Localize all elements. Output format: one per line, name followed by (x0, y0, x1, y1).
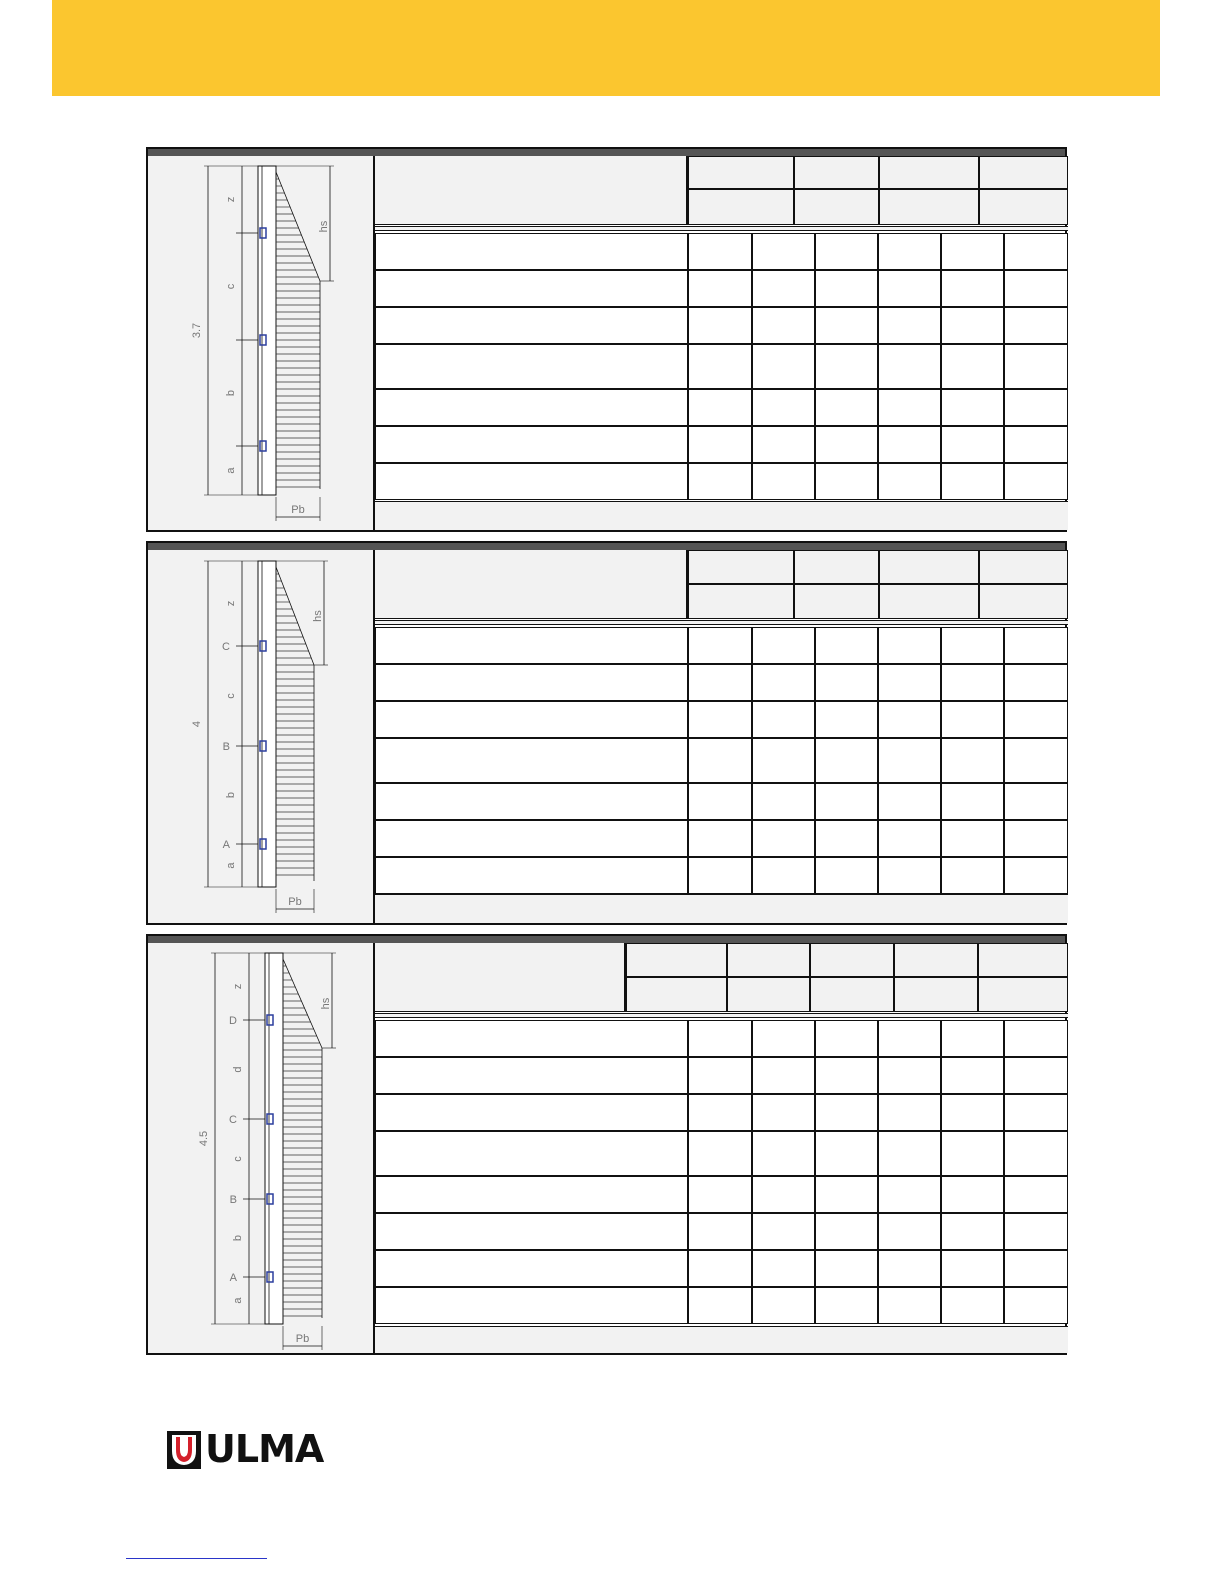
table-cell (752, 783, 815, 820)
table-cell (1004, 783, 1068, 820)
table-row-label (375, 307, 688, 344)
table-cell (941, 307, 1004, 344)
ulma-logo (167, 1427, 327, 1471)
table-cell (1004, 1094, 1068, 1131)
table-cell (688, 627, 752, 664)
table-row-label (375, 233, 688, 270)
table-footer (375, 1326, 1068, 1353)
table-row-label (375, 738, 688, 783)
table-cell (815, 426, 878, 463)
table-cell (752, 627, 815, 664)
table-cell (815, 307, 878, 344)
table-cell (878, 1020, 941, 1057)
segment-label: b (225, 389, 237, 397)
table-cell (878, 627, 941, 664)
table-cell (941, 857, 1004, 894)
table-cell (1004, 1176, 1068, 1213)
table-cell (752, 1250, 815, 1287)
header-cell (688, 156, 794, 189)
table-cell (752, 820, 815, 857)
header-cell (794, 550, 879, 584)
header-cell (626, 943, 727, 977)
table-cell (941, 463, 1004, 500)
table-separator (375, 226, 1068, 231)
table-cell (1004, 233, 1068, 270)
table-cell (878, 389, 941, 426)
table-row-label (375, 1094, 688, 1131)
table-cell (688, 270, 752, 307)
table-cell (941, 664, 1004, 701)
table-cell (688, 1057, 752, 1094)
table-cell (1004, 463, 1068, 500)
table-cell (688, 463, 752, 500)
table-cell (941, 1094, 1004, 1131)
table-cell (752, 1094, 815, 1131)
header-cell (794, 584, 879, 619)
data-table (375, 156, 1065, 530)
table-cell (752, 664, 815, 701)
table-cell (815, 344, 878, 389)
table-row-label (375, 1250, 688, 1287)
table-cell (941, 1213, 1004, 1250)
table-row-label (375, 344, 688, 389)
table-row-label (375, 389, 688, 426)
header-cell (979, 189, 1068, 225)
hs-label: hs (312, 610, 324, 622)
table-cell (752, 701, 815, 738)
table-cell (878, 307, 941, 344)
table-cell (688, 857, 752, 894)
table-cell (941, 1176, 1004, 1213)
header-cell (810, 977, 894, 1012)
table-cell (688, 307, 752, 344)
table-row-label (375, 820, 688, 857)
table-separator (375, 1013, 1068, 1018)
table-cell (1004, 270, 1068, 307)
header-cell (810, 943, 894, 977)
segment-label: z (232, 983, 244, 990)
table-cell (941, 389, 1004, 426)
header-cell (879, 189, 979, 225)
header-cell (727, 977, 810, 1012)
pb-label: Pb (288, 896, 302, 908)
tie-label: A (229, 1272, 237, 1284)
wall-diagram (148, 156, 375, 530)
segment-label: a (225, 467, 237, 474)
table-row-label (375, 270, 688, 307)
table-cell (815, 1057, 878, 1094)
table-cell (941, 344, 1004, 389)
header-cell (979, 550, 1068, 584)
table-cell (878, 1250, 941, 1287)
pressure-diagram-svg (148, 943, 373, 1355)
pb-label: Pb (291, 504, 305, 516)
pressure-slope-line (276, 172, 320, 281)
segment-label: a (225, 862, 237, 869)
table-cell (815, 857, 878, 894)
pressure-diagram-svg (148, 550, 373, 925)
table-cell (1004, 738, 1068, 783)
data-table (375, 550, 1065, 923)
table-row-label (375, 627, 688, 664)
table-row-label (375, 701, 688, 738)
table-cell (815, 1250, 878, 1287)
table-row-label (375, 1213, 688, 1250)
table-cell (752, 1057, 815, 1094)
table-cell (878, 463, 941, 500)
tie-label: D (229, 1015, 237, 1027)
table-cell (815, 701, 878, 738)
table-cell (752, 1131, 815, 1176)
segment-label: b (232, 1234, 244, 1242)
header-cell (894, 943, 978, 977)
table-row-label (375, 1057, 688, 1094)
table-cell (941, 233, 1004, 270)
header-cell (688, 550, 794, 584)
tie-label: C (229, 1114, 237, 1126)
table-cell (941, 627, 1004, 664)
header-label-cell (375, 156, 688, 225)
header-cell (879, 156, 979, 189)
table-cell (941, 1250, 1004, 1287)
table-cell (878, 664, 941, 701)
segment-label: a (232, 1297, 244, 1304)
table-cell (878, 738, 941, 783)
table-row-label (375, 664, 688, 701)
tie-label: C (222, 641, 230, 653)
segment-label: c (232, 1156, 244, 1162)
table-cell (688, 1020, 752, 1057)
table-cell (815, 1131, 878, 1176)
table-row-label (375, 1131, 688, 1176)
table-footer (375, 894, 1068, 923)
table-cell (941, 783, 1004, 820)
table-cell (1004, 664, 1068, 701)
table-cell (688, 701, 752, 738)
table-cell (752, 270, 815, 307)
table-cell (752, 857, 815, 894)
table-cell (878, 1057, 941, 1094)
table-row-label (375, 1020, 688, 1057)
table-cell (941, 426, 1004, 463)
table-cell (1004, 820, 1068, 857)
table-cell (688, 233, 752, 270)
table-cell (878, 1131, 941, 1176)
pb-label: Pb (295, 1333, 310, 1345)
formwork-table-panel-3 (146, 934, 1067, 1355)
header-cell (794, 156, 879, 189)
table-cell (688, 820, 752, 857)
table-cell (815, 1020, 878, 1057)
table-cell (815, 738, 878, 783)
segment-label: z (225, 196, 237, 203)
table-row-label (375, 463, 688, 500)
table-cell (1004, 1131, 1068, 1176)
table-row-label (375, 783, 688, 820)
table-cell (688, 1176, 752, 1213)
table-cell (815, 233, 878, 270)
footer-link-underline[interactable] (126, 1558, 267, 1559)
table-cell (878, 857, 941, 894)
formwork-board (258, 561, 276, 887)
table-cell (688, 1213, 752, 1250)
header-cell (727, 943, 810, 977)
table-cell (878, 820, 941, 857)
wall-diagram (148, 943, 375, 1353)
header-cell (794, 189, 879, 225)
table-cell (815, 1094, 878, 1131)
table-cell (688, 426, 752, 463)
table-cell (815, 664, 878, 701)
formwork-board (265, 953, 283, 1324)
table-cell (941, 820, 1004, 857)
header-label-cell (375, 550, 688, 619)
header-cell (879, 550, 979, 584)
table-cell (1004, 1057, 1068, 1094)
table-cell (941, 1057, 1004, 1094)
total-height-label: 4 (191, 720, 203, 728)
table-cell (815, 1213, 878, 1250)
table-footer (375, 501, 1068, 530)
ulma-shield-icon (167, 1431, 201, 1469)
hs-label: hs (318, 220, 330, 233)
table-cell (1004, 389, 1068, 426)
table-cell (878, 701, 941, 738)
table-cell (941, 1131, 1004, 1176)
table-cell (1004, 307, 1068, 344)
table-cell (1004, 857, 1068, 894)
table-cell (878, 426, 941, 463)
table-cell (878, 270, 941, 307)
table-cell (688, 344, 752, 389)
header-cell (978, 977, 1068, 1012)
table-cell (752, 389, 815, 426)
header-cell (688, 584, 794, 619)
wall-diagram (148, 550, 375, 923)
header-cell (979, 584, 1068, 619)
header-cell (894, 977, 978, 1012)
table-cell (752, 1176, 815, 1213)
header-cell (879, 584, 979, 619)
table-cell (688, 1131, 752, 1176)
table-cell (688, 664, 752, 701)
table-cell (1004, 627, 1068, 664)
tie-label: A (222, 839, 230, 851)
formwork-table-panel-2 (146, 541, 1067, 925)
table-cell (1004, 426, 1068, 463)
segment-label: z (225, 600, 237, 607)
table-cell (1004, 701, 1068, 738)
tie-label: B (229, 1194, 237, 1206)
pressure-slope-line (283, 959, 322, 1048)
table-cell (752, 1020, 815, 1057)
table-cell (815, 1287, 878, 1324)
table-cell (878, 1094, 941, 1131)
segment-label: c (225, 283, 237, 290)
table-cell (752, 738, 815, 783)
table-cell (688, 389, 752, 426)
table-cell (815, 820, 878, 857)
table-cell (878, 1287, 941, 1324)
table-cell (941, 1020, 1004, 1057)
hs-label: hs (320, 997, 332, 1010)
table-cell (815, 627, 878, 664)
segment-label: b (225, 791, 237, 799)
table-cell (688, 738, 752, 783)
segment-label: d (232, 1066, 244, 1073)
header-band (52, 0, 1160, 96)
table-row-label (375, 426, 688, 463)
formwork-table-panel-1 (146, 147, 1067, 532)
table-cell (1004, 1250, 1068, 1287)
total-height-label: 4.5 (198, 1130, 210, 1147)
table-cell (688, 1287, 752, 1324)
table-cell (688, 783, 752, 820)
table-cell (815, 783, 878, 820)
table-cell (688, 1250, 752, 1287)
table-cell (815, 463, 878, 500)
table-cell (752, 1213, 815, 1250)
table-cell (878, 344, 941, 389)
table-cell (815, 270, 878, 307)
table-cell (878, 233, 941, 270)
table-cell (815, 1176, 878, 1213)
header-cell (626, 977, 727, 1012)
table-separator (375, 620, 1068, 625)
table-cell (688, 1094, 752, 1131)
header-cell (688, 189, 794, 225)
table-cell (752, 233, 815, 270)
header-label-cell (375, 943, 626, 1012)
table-row-label (375, 857, 688, 894)
pressure-diagram-svg (148, 156, 373, 532)
table-cell (878, 1176, 941, 1213)
table-cell (1004, 344, 1068, 389)
header-cell (978, 943, 1068, 977)
table-cell (752, 463, 815, 500)
table-cell (752, 344, 815, 389)
table-cell (1004, 1287, 1068, 1324)
table-cell (878, 1213, 941, 1250)
table-cell (941, 701, 1004, 738)
total-height-label: 3.7 (191, 322, 203, 339)
table-cell (1004, 1213, 1068, 1250)
table-cell (941, 738, 1004, 783)
header-cell (979, 156, 1068, 189)
tie-label: B (222, 741, 230, 753)
table-cell (815, 389, 878, 426)
table-cell (752, 1287, 815, 1324)
table-cell (878, 783, 941, 820)
table-cell (1004, 1020, 1068, 1057)
table-cell (941, 1287, 1004, 1324)
segment-label: c (225, 693, 237, 699)
table-cell (752, 307, 815, 344)
logo-wordmark: ULMA (205, 1427, 324, 1471)
table-row-label (375, 1287, 688, 1324)
table-cell (941, 270, 1004, 307)
table-cell (752, 426, 815, 463)
data-table (375, 943, 1065, 1353)
table-row-label (375, 1176, 688, 1213)
